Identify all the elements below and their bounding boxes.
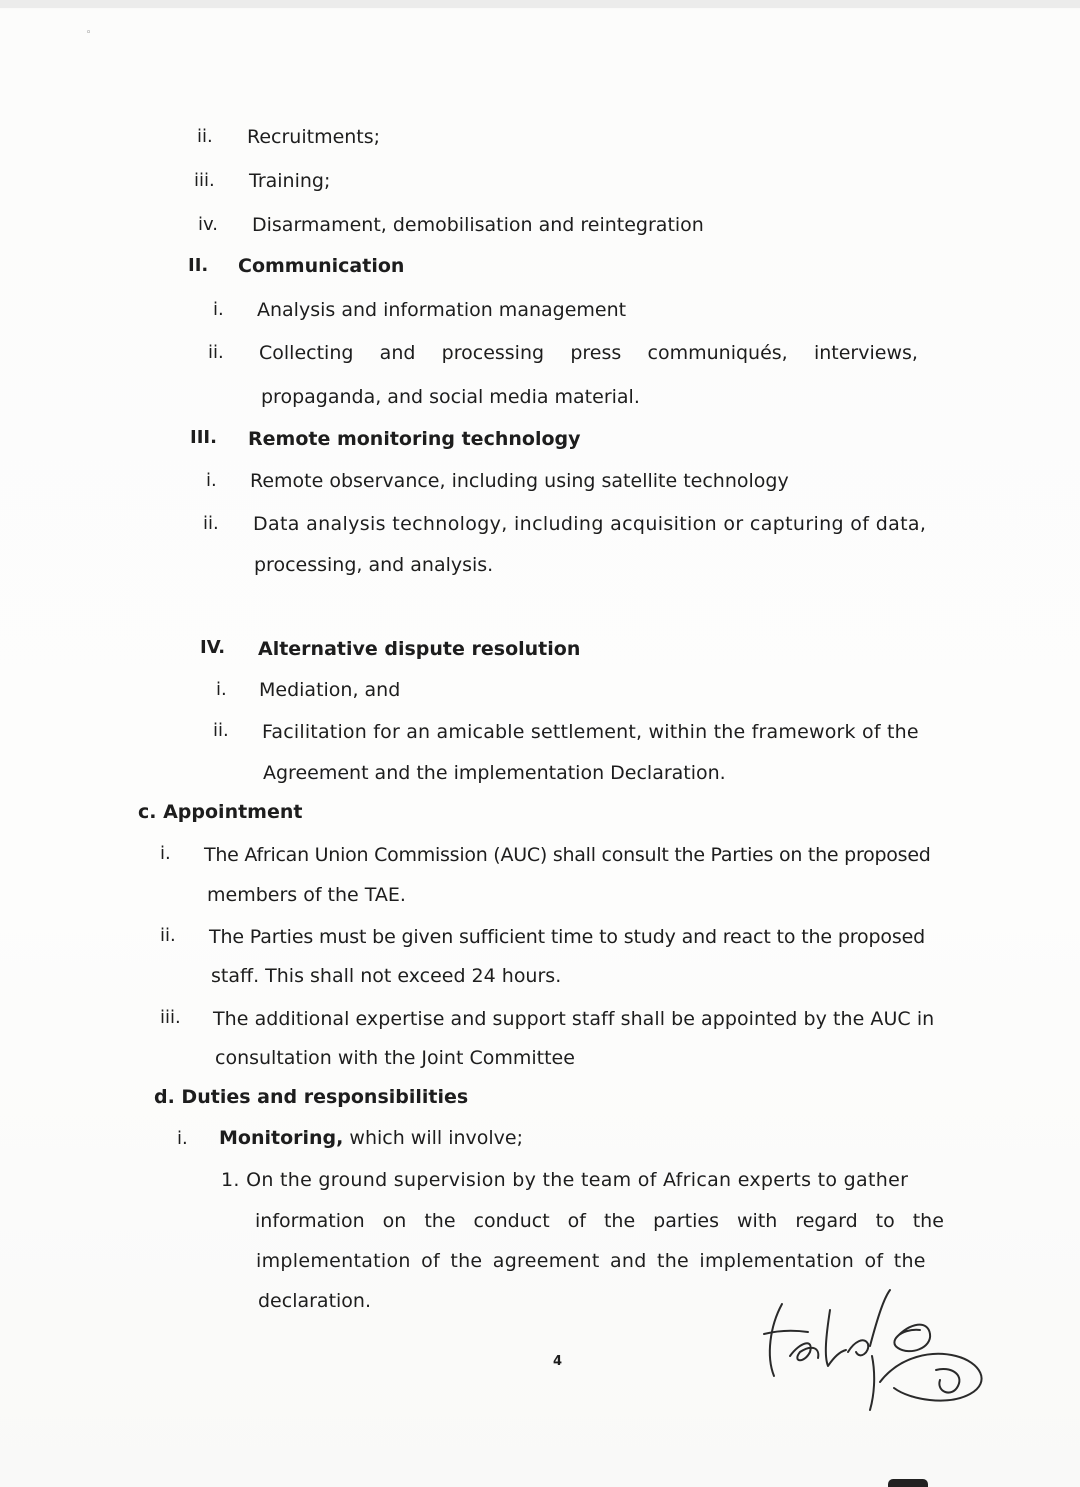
term-rest: which will involve; [343, 1127, 524, 1149]
list-item-continuation: members of the TAE. [207, 884, 406, 906]
justified-line [255, 1209, 944, 1233]
word: parties [653, 1210, 720, 1232]
scroll-indicator [888, 1479, 928, 1487]
list-item-text: Facilitation for an amicable settlement, within the framework of the [262, 721, 919, 743]
bold-term: Monitoring, [219, 1127, 344, 1149]
section-heading: c. Appointment [138, 801, 303, 823]
section-number: II. [188, 255, 209, 276]
list-number: ii. [197, 126, 213, 147]
page-number: 4 [553, 1354, 563, 1369]
list-item-text [219, 1126, 523, 1150]
word: regard [795, 1210, 858, 1232]
justified-line [259, 341, 918, 365]
list-item-continuation: Agreement and the implementation Declaration. [263, 762, 726, 784]
list-item-text: Analysis and information management [257, 299, 627, 321]
word: interviews, [813, 342, 918, 364]
list-number: ii. [160, 925, 176, 946]
section-heading: Remote monitoring technology [248, 428, 581, 450]
list-item-continuation: propaganda, and social media material. [261, 386, 640, 408]
list-item-continuation: processing, and analysis. [254, 554, 494, 576]
list-item-text: The additional expertise and support staff shall be appointed by the AUC in [213, 1008, 935, 1030]
word: information [255, 1210, 365, 1232]
word: the [603, 1210, 636, 1232]
word: the [424, 1210, 456, 1232]
word: processing [441, 342, 545, 364]
list-item-text: The Parties must be given sufficient time to study and react to the proposed [209, 926, 926, 948]
section-heading: Communication [238, 255, 405, 277]
word: of [567, 1210, 586, 1232]
list-item-text: Training; [249, 170, 331, 192]
list-number: i. [177, 1128, 188, 1149]
word: communiqués, [647, 342, 788, 364]
list-number: ii. [208, 342, 224, 363]
list-number: i. [206, 470, 217, 491]
word: with [737, 1210, 778, 1232]
word: to [875, 1210, 895, 1232]
word: press [570, 342, 622, 364]
word: and [379, 342, 416, 364]
section-number: III. [190, 427, 217, 448]
word: the [912, 1210, 944, 1232]
list-number: iv. [198, 214, 218, 235]
list-number: iii. [160, 1007, 181, 1028]
point-text: 1. On the ground supervision by the team of African experts to gather [221, 1169, 909, 1191]
section-heading: d. Duties and responsibilities [154, 1086, 469, 1108]
list-item-text: Disarmament, demobilisation and reintegration [252, 214, 704, 236]
section-heading: Alternative dispute resolution [258, 638, 581, 660]
list-item-text: Remote observance, including using satellite technology [250, 470, 789, 492]
list-number: i. [160, 843, 171, 864]
point-continuation: declaration. [258, 1290, 372, 1312]
list-item-continuation: consultation with the Joint Committee [215, 1047, 575, 1069]
list-item-continuation: staff. This shall not exceed 24 hours. [211, 965, 562, 987]
list-number: iii. [194, 170, 215, 191]
word: on [382, 1210, 407, 1232]
list-item-text: Recruitments; [247, 126, 381, 148]
word: conduct [473, 1210, 550, 1232]
point-continuation: implementation of the agreement and the implementation of the [256, 1250, 926, 1272]
list-number: ii. [203, 513, 219, 534]
list-item-text: Mediation, and [259, 679, 401, 701]
word: Collecting [259, 342, 354, 364]
list-item-text: Data analysis technology, including acquisition or capturing of data, [253, 513, 927, 535]
scan-top-edge [0, 0, 1080, 8]
scan-mark: ◦ [86, 28, 92, 38]
list-number: i. [213, 299, 224, 320]
handwritten-signature [760, 1286, 1000, 1416]
section-number: IV. [200, 637, 226, 658]
list-number: ii. [213, 720, 229, 741]
list-number: i. [216, 679, 227, 700]
list-item-text: The African Union Commission (AUC) shall consult the Parties on the proposed [204, 844, 931, 866]
